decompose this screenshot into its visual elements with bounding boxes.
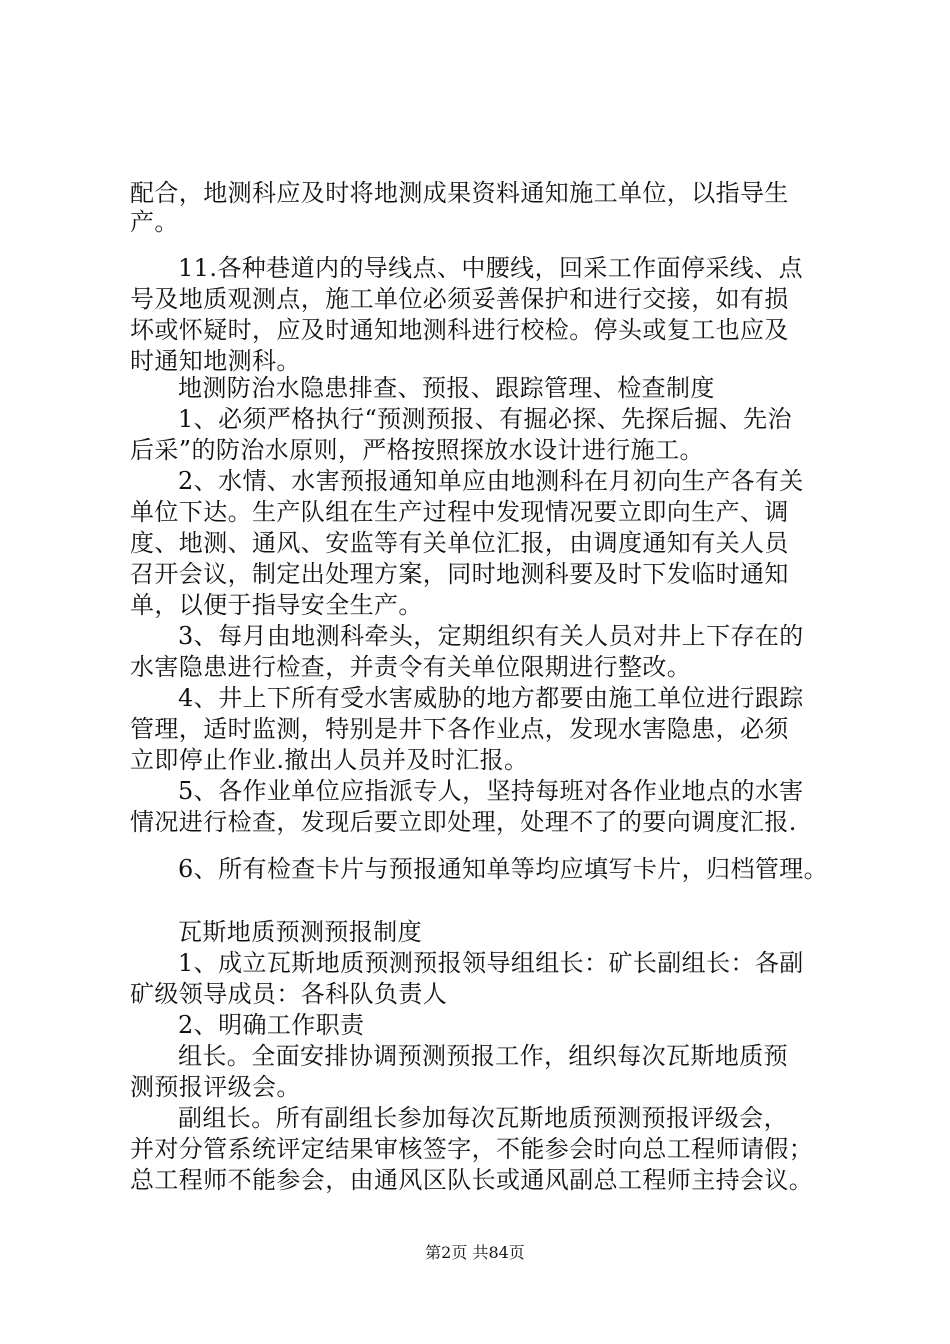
text-line: 产。 bbox=[130, 208, 179, 236]
text-line: 总工程师不能参会，由通风区队长或通风副总工程师主持会议。 bbox=[130, 1166, 814, 1194]
text-line: 情况进行检查，发现后要立即处理，处理不了的要向调度汇报. bbox=[130, 808, 797, 836]
text-line: 立即停止作业.撤出人员并及时汇报。 bbox=[130, 746, 529, 774]
text-line: 后采”的防治水原则，严格按照探放水设计进行施工。 bbox=[130, 436, 704, 464]
section-heading: 瓦斯地质预测预报制度 bbox=[178, 918, 422, 946]
text-line: 3、每月由地测科牵头，定期组织有关人员对井上下存在的 bbox=[178, 622, 804, 650]
text-line: 度、地测、通风、安监等有关单位汇报，由调度通知有关人员 bbox=[130, 529, 789, 557]
section-heading: 地测防治水隐患排查、预报、跟踪管理、检查制度 bbox=[178, 374, 715, 402]
text-line: 1、成立瓦斯地质预测预报领导组组长：矿长副组长：各副 bbox=[178, 949, 804, 977]
text-line: 单，以便于指导安全生产。 bbox=[130, 591, 423, 619]
text-line: 配合，地测科应及时将地测成果资料通知施工单位，以指导生 bbox=[130, 179, 789, 207]
text-line: 并对分管系统评定结果审核签字，不能参会时向总工程师请假； bbox=[130, 1135, 814, 1163]
text-line: 2、明确工作职责 bbox=[178, 1011, 365, 1039]
text-line: 6、所有检查卡片与预报通知单等均应填写卡片，归档管理。 bbox=[178, 855, 829, 883]
text-line: 组长。全面安排协调预测预报工作，组织每次瓦斯地质预 bbox=[178, 1042, 788, 1070]
text-line: 管理，适时监测，特别是井下各作业点，发现水害隐患，必须 bbox=[130, 715, 789, 743]
text-line: 坏或怀疑时，应及时通知地测科进行校检。停头或复工也应及 bbox=[130, 316, 789, 344]
text-line: 矿级领导成员：各科队负责人 bbox=[130, 980, 448, 1008]
text-line: 11.各种巷道内的导线点、中腰线，回采工作面停采线、点 bbox=[178, 254, 803, 282]
text-line: 5、各作业单位应指派专人，坚持每班对各作业地点的水害 bbox=[178, 777, 804, 805]
text-line: 测预报评级会。 bbox=[130, 1073, 301, 1101]
text-line: 召开会议，制定出处理方案，同时地测科要及时下发临时通知 bbox=[130, 560, 789, 588]
text-line: 2、水情、水害预报通知单应由地测科在月初向生产各有关 bbox=[178, 467, 804, 495]
text-line: 时通知地测科。 bbox=[130, 347, 301, 375]
text-line: 单位下达。生产队组在生产过程中发现情况要立即向生产、调 bbox=[130, 498, 789, 526]
text-line: 4、井上下所有受水害威胁的地方都要由施工单位进行跟踪 bbox=[178, 684, 804, 712]
page-number: 第2页 共84页 bbox=[425, 1243, 525, 1262]
text-line: 副组长。所有副组长参加每次瓦斯地质预测预报评级会， bbox=[178, 1104, 788, 1132]
text-line: 1、必须严格执行“预测预报、有掘必探、先探后掘、先治 bbox=[178, 405, 792, 433]
text-line: 水害隐患进行检查，并责令有关单位限期进行整改。 bbox=[130, 653, 692, 681]
text-line: 号及地质观测点，施工单位必须妥善保护和进行交接，如有损 bbox=[130, 285, 789, 313]
